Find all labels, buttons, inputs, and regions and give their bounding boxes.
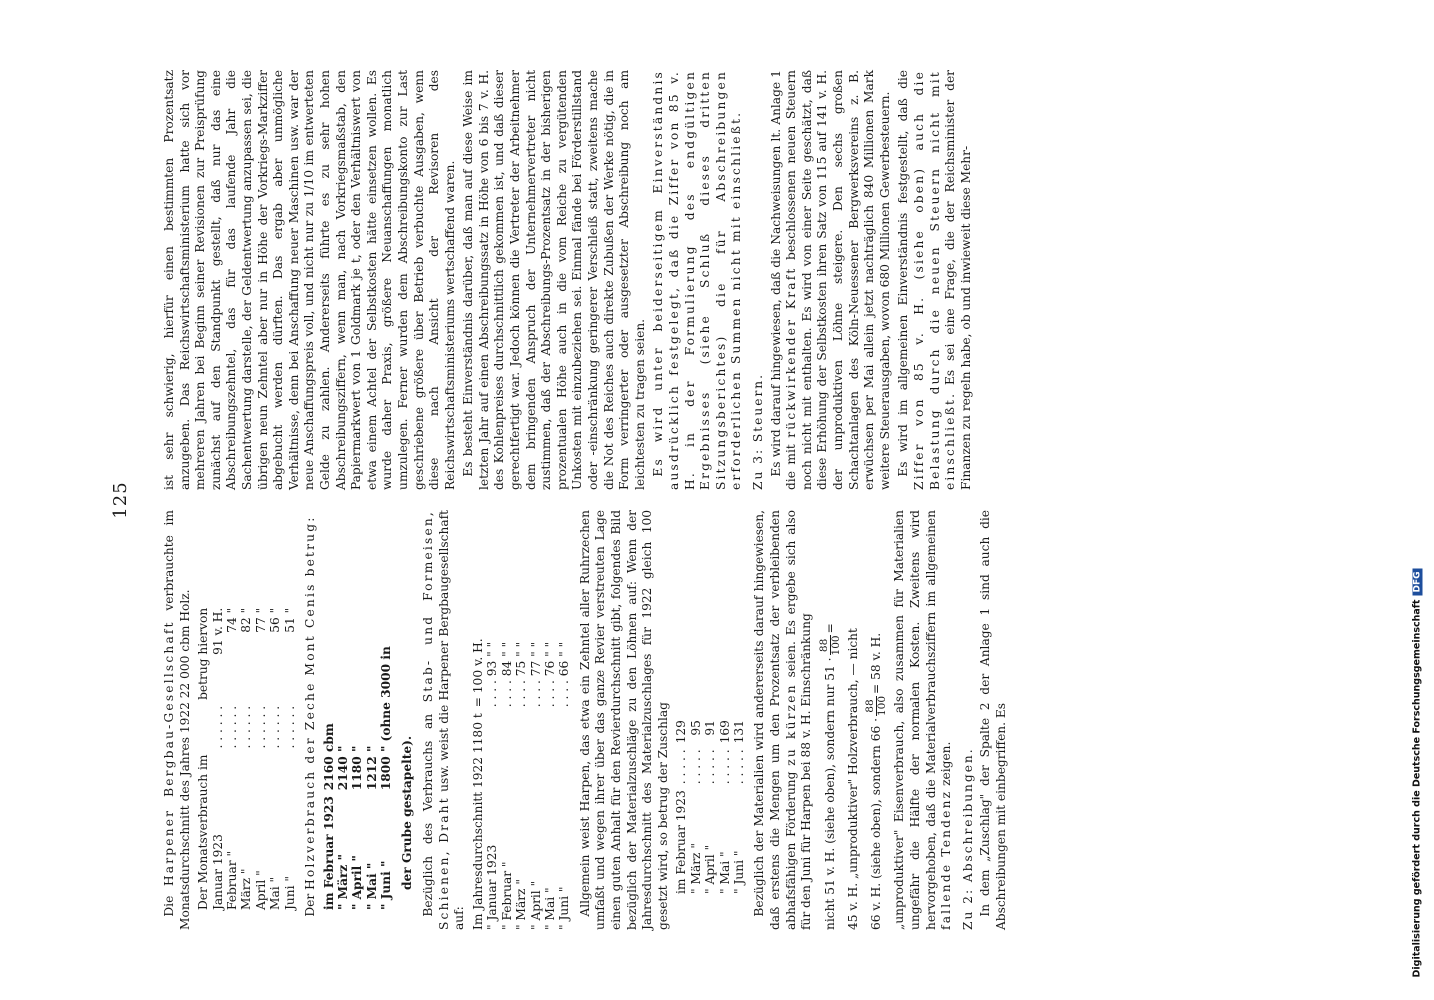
- monthly-row: [211, 602, 225, 910]
- general-paragraph: Allgemein weist Harpen, das etwa ein Zehntel aller Ruhrzechen umfaßt und wegen ihrer über das ganze Revier verstreuten Lage einen guten Anhalt für den Revierdurchschnitt gibt, folgendes Bild bezüglich der Materialzuschläge zu den Löhnen auf: Wenn der Jahresdurchschnitt des Materialzuschlages für 1922 gleich 100 gesetzt wird, so betrug der Zuschlag: [577, 510, 670, 930]
- monthly-row-cell: . . . . . .: [225, 705, 239, 749]
- wood-row-cell: " Mai ": [364, 862, 379, 910]
- monthly-row-cell: . . . . . .: [282, 705, 297, 749]
- monthly-row: [239, 602, 253, 910]
- iron-row-cell: . . . . 93 " ": [485, 641, 500, 708]
- iron-row-cell: . . . . 84 " ": [499, 641, 514, 708]
- iron-row-cell: . . . . 75 " ": [514, 641, 529, 708]
- monthly-row-cell: 77 ": [253, 607, 268, 633]
- iron-row-cell: " Februar ": [499, 861, 514, 930]
- zuschlag-row-cell: . . . . .: [674, 749, 689, 785]
- wood-row: [336, 640, 350, 910]
- table-header-row: Der Monatsverbrauch im betrug hiervon: [196, 607, 211, 910]
- monthly-row-cell: . . . . . .: [239, 705, 254, 749]
- iron-row-cell: Im Jahresdurchschnitt 1922 1180 t: [471, 713, 486, 930]
- fraction: 88 100: [817, 635, 842, 656]
- zuschlag-row-cell: im Februar 1923: [674, 790, 689, 894]
- monthly-row: [268, 602, 282, 910]
- monthly-consumption-table: [196, 602, 297, 910]
- wood-row-cell: " Juni ": [379, 860, 394, 910]
- iron-row-cell: " April ": [528, 880, 543, 930]
- monthly-row-cell: 91 v. H.: [210, 607, 225, 655]
- iron-row-cell: . . . . 66 " ": [557, 641, 572, 708]
- monthly-row-cell: . . . . . .: [268, 705, 283, 749]
- credit-text: Digitalisierung gefördert durch die Deutsche Forschungsgemeinschaft: [1411, 599, 1423, 978]
- iron-row-cell: " Mai ": [543, 887, 558, 930]
- zuschlag-row: [703, 714, 717, 894]
- monthly-row-cell: Januar 1923: [210, 834, 225, 910]
- material-paragraph: Bezüglich der Materialien wird andererseits darauf hingewiesen, daß erstens die Mengen um den Prozentsatz der verbleibenden abhafsfähigen Förderung zu kürzen seien. Es ergebe sich also für den Juni für Harpen bei 88 v. H. Einschränkung: [752, 510, 814, 930]
- monthly-row-cell: Mai ": [268, 876, 283, 910]
- page-number: 125: [110, 481, 131, 519]
- section-heading-3: Zu 3: Steuern.: [750, 373, 765, 490]
- iron-row: [471, 632, 485, 930]
- wood-row: [350, 640, 364, 910]
- zuschlag-row-cell: . . . . .: [703, 749, 718, 785]
- company-name: Harpener Bergbau-Gesellschaft: [162, 620, 176, 887]
- wood-row-cell: im Februar 1923: [321, 796, 336, 910]
- zuschlag-row-cell: " April ": [703, 844, 718, 894]
- zuschlag-row-cell: . . . . .: [732, 749, 747, 785]
- zuschlag-row-cell: 95: [688, 720, 703, 736]
- wood-note: der Grube gestapelte).: [399, 735, 414, 890]
- wood-row: [379, 640, 393, 910]
- zuschlag-row-cell: . . . . .: [717, 749, 732, 785]
- wood-consumption-table: [322, 640, 394, 910]
- taxes-conclusion-paragraph: Es wird im allgemeinen Einverständnis festgestellt, daß die Ziffer von 85 v. H. (siehe oben) auch die Belastung durch die neuen Steuern nicht mit einschließt. Es sei eine Frage, die der Reichsminister der Finanzen zu regeln habe, ob und inwieweit diese Mehr-: [896, 70, 973, 490]
- depreciation-paragraph: ist sehr schwierig, hierfür einen bestimmten Prozentsatz anzugeben. Das Reichswirtschaftsministerium hatte sich vor mehreren Jahren bei Beginn seiner Revisionen zur Preisprüfung zunächst auf den Standpunkt gestellt, daß nur das eine Abschreibungszehntel, das für das laufende Jahr die Sachentwertung darstelle, der Geldentwertung anzupassen sei, die übrigen neun Zehntel aber nur in Höhe der Vorkriegs-Markziffer abgebucht werden dürften. Das ergab aber unmögliche Verhältnisse, denn bei Anschaffung neuer Maschinen usw. war der neue Anschaffungspreis voll, und nicht nur zu 1/10 im entwerteten Gelde zu zahlen. Andererseits führte es zu sehr hohen Abschreibungsziffern, wenn man, nach Vorkriegsmaßstab, den Papiermarkwert von 1 Goldmark je t, oder den Verhältniswert von etwa einem Achtel der Selbstkosten hätte einsetzen wollen. Es wurde daher Praxis, größere Neuanschaffungen monatlich umzulegen. Ferner wurden dem Abschreibungskonto zur Last geschriebene größere über Betrieb verbuchte Ausgaben, wenn diese nach Ansicht der Revisoren des Reichswirtschaftsministeriums wertschaffend waren.: [162, 70, 457, 490]
- right-column: [162, 70, 977, 490]
- monthly-row-cell: . . . . . .: [253, 705, 268, 749]
- monthly-row: [225, 602, 239, 910]
- zuschlag-row-cell: " Juni ": [732, 850, 747, 894]
- zuschlag-row: [718, 714, 732, 894]
- iron-row: [485, 632, 499, 930]
- dfg-logo: DFG: [1413, 569, 1423, 596]
- zuschlag-row-cell: 91: [703, 720, 718, 736]
- wood-row-cell: 2140 ": [336, 745, 351, 791]
- resolution-paragraph: Es wird unter beiderseitigem Einverständnis ausdrücklich festgelegt, daß die Ziffer von 85 v. H. in der Formulierung des endgültigen Ergebnisses (siehe Schluß dieses dritten Sitzungsberichtes) die für Abschreibungen erforderlichen Summen nicht mit einschließt.: [651, 70, 744, 490]
- wood-row-cell: " April ": [350, 855, 365, 910]
- monthly-row-cell: 56 ": [268, 607, 283, 633]
- zuschlag-row-cell: " Mai ": [717, 851, 732, 894]
- wood-row-cell: 1800 " (ohne 3000 in: [379, 646, 394, 791]
- monthly-row: [283, 602, 297, 910]
- wood-row-cell: 2160 cbm: [321, 723, 336, 791]
- agreement-paragraph: Es besteht Einverständnis darüber, daß man auf diese Weise im letzten Jahr auf einen Abschreibungssatz in Höhe von 6 bis 7 v. H. des Kohlenpreises durchschnittlich gekommen ist, und daß dieser gerechtfertigt war. Jedoch können die Vertreter der Arbeitnehmer dem bringenden Anspruch der Unternehmervertreter nicht zustimmen, daß der Abschreibungs-Prozentsatz in der bisherigen prozentualen Höhe auch in die vom Reiche zu vergütenden Unkosten mit einzubeziehen sei. Einmal fände bei Förderstillstand oder -einschränkung geringerer Verschleiß statt, zweitens mache die Not des Reiches auch direkte Zubußen der Werke nötig, die in Form verringerter oder ausgesetzter Abschreibung noch am leichtesten zu tragen seien.: [461, 70, 647, 490]
- zuschlag-row-cell: 169: [717, 720, 732, 744]
- iron-row-cell: " März ": [514, 879, 529, 930]
- monthly-row-cell: . . . . . .: [210, 705, 225, 749]
- iron-row: [514, 632, 528, 930]
- wood-row: [322, 640, 336, 910]
- wood-row: [365, 640, 379, 910]
- monthly-row-cell: 74 ": [225, 607, 239, 633]
- monthly-row-cell: 51 ": [282, 607, 297, 633]
- taxes-paragraph: Es wird darauf hingewiesen, daß die Nachweisungen lt. Anlage 1 die mit rückwirkender Kraft beschlossenen neuen Steuern noch nicht mit enthalten. Es wird von einer Seite geschätzt, daß diese Erhöhung der Selbstkosten ihren Satz von 115 auf 141 v. H. der unproduktiven Löhne steigere. Den sechs großen Schachtanlagen des Köln-Neuessener Bergwerksvereins z. B. erwüchsen per Mai allein jetzt nachträglich 840 Millionen Mark weitere Steuerausgaben, wovon 680 Millionen Gewerbesteuern.: [768, 69, 892, 490]
- monthly-row-cell: Juni ": [282, 876, 297, 910]
- monthly-row-cell: April ": [253, 870, 268, 910]
- zuschlag-paragraph: In dem „Zuschlag" der Spalte 2 der Anlage 1 sind auch die Abschreibungen mit einbegriffen. Es: [978, 510, 1008, 930]
- iron-consumption-table: [471, 632, 572, 930]
- left-column: [162, 510, 1013, 930]
- iron-row-cell: " Januar 1923: [485, 844, 500, 930]
- zuschlag-row-cell: " März ": [688, 843, 703, 894]
- iron-row-cell: = 100 v. H.: [471, 638, 486, 708]
- wood-row-cell: 1212 ": [364, 745, 379, 791]
- rotated-document-page: [102, 50, 1332, 950]
- formula-line-1: nicht 51 v. H. (siehe oben), sondern nur 51 · 88 100 =: [817, 623, 842, 930]
- unproductive-paragraph: „unproduktiver" Eisenverbrauch, also zusammen für Materialien ungefähr die Hälfte der normalen Kosten. Zweitens wird hervorgehoben, daß die Materialverbrauchsziffern im allgemeinen fallende Tendenz zeigen.: [892, 510, 954, 930]
- iron-row-cell: " Juni ": [557, 886, 572, 930]
- zuschlag-row: [674, 714, 688, 894]
- iron-intro: Bezüglich des Verbrauchs an Stab- und Formeisen, Schienen, Draht usw. weist die Harpener Bergbaugesellschaft auf:: [421, 510, 467, 930]
- iron-row: [557, 632, 571, 930]
- monthly-row-cell: Februar ": [225, 850, 239, 910]
- section-heading-2: Zu 2: Abschreibungen.: [960, 747, 975, 930]
- wood-row-cell: 1180 ": [350, 745, 365, 791]
- formula-line-2: 45 v. H. „unproduktiver" Holzverbrauch, — nicht: [845, 628, 860, 930]
- wood-row-cell: " März ": [336, 854, 351, 910]
- monthly-row: [254, 602, 268, 910]
- iron-row-cell: . . . . 77 " ": [528, 641, 543, 708]
- formula-line-3: 66 v. H. (siehe oben), sondern 66 · 88 100 = 58 v. H.: [864, 632, 889, 930]
- iron-row: [543, 632, 557, 930]
- zuschlag-row: [732, 714, 746, 894]
- zuschlag-row: [689, 714, 703, 894]
- iron-row: [500, 632, 514, 930]
- zuschlag-row-cell: 131: [732, 720, 747, 744]
- iron-row-cell: . . . . 76 " ": [543, 641, 558, 708]
- zuschlag-row-cell: . . . . .: [688, 749, 703, 785]
- iron-row: [529, 632, 543, 930]
- zuschlag-row-cell: 129: [674, 720, 689, 744]
- zuschlag-table: [674, 714, 746, 894]
- digitization-credit: [1403, 8, 1431, 992]
- fraction: 88 100: [864, 695, 889, 717]
- monthly-row-cell: 82 ": [239, 607, 254, 633]
- wood-consumption-intro: Der Holzverbrauch der Zeche Mont Cenis betrug:: [303, 515, 318, 917]
- monthly-row-cell: März ": [239, 868, 254, 910]
- intro-paragraph: Die Harpener Bergbau-Gesellschaft verbrauchte im Monatsdurchschnitt des Jahres 1922 22 000 cbm Holz.: [162, 510, 192, 930]
